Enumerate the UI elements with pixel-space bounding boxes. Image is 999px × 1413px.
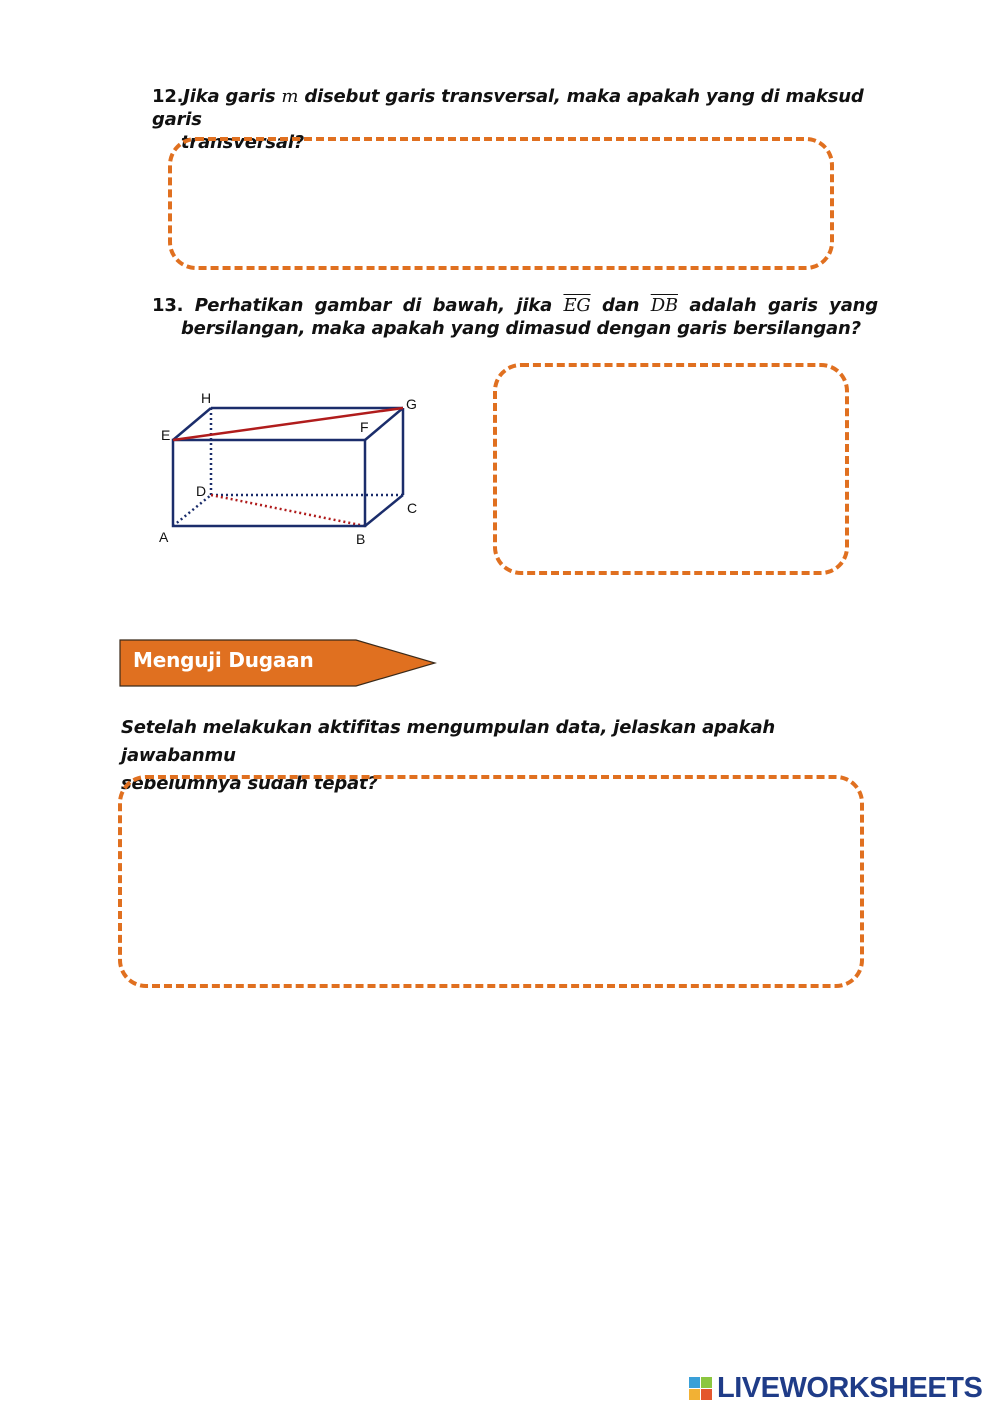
logo-text: LIVEWORKSHEETS bbox=[717, 1372, 983, 1404]
question-13 bbox=[152, 294, 878, 340]
question-13-text-c: adalah garis yang bbox=[677, 295, 878, 316]
question-12-line-1 bbox=[152, 85, 878, 131]
segment-db: $\overline{DB}$ bbox=[650, 295, 678, 316]
answer-box-13[interactable] bbox=[493, 363, 849, 575]
question-13-line-2: bersilangan, maka apakah yang dimasud dengan garis bersilangan? bbox=[181, 318, 861, 339]
question-12-text-b: disebut garis transversal, maka apakah yang di maksud garis bbox=[152, 86, 864, 130]
vertex-label-c: C bbox=[407, 500, 418, 516]
edge-ad bbox=[173, 495, 211, 526]
closing-question-line-1: Setelah melakukan aktifitas mengumpulan data, jelaskan apakah jawabanmu bbox=[121, 717, 776, 766]
variable-m: m bbox=[281, 86, 299, 107]
question-12-text-a: Jika garis bbox=[183, 86, 282, 107]
edge-bc bbox=[365, 495, 403, 526]
section-banner bbox=[119, 639, 437, 688]
answer-box-12[interactable] bbox=[168, 137, 834, 270]
vertex-label-e: E bbox=[161, 427, 171, 443]
vertex-label-f: F bbox=[360, 419, 369, 435]
question-13-number: 13. bbox=[152, 295, 184, 316]
vertex-label-d: D bbox=[196, 483, 207, 499]
question-13-text-b: dan bbox=[590, 295, 651, 316]
question-13-text-a: Perhatikan gambar di bawah, jika bbox=[194, 295, 564, 316]
question-13-line-1 bbox=[152, 294, 878, 317]
segment-eg: $\overline{EG}$ bbox=[563, 295, 591, 316]
cuboid-figure bbox=[150, 385, 440, 564]
vertex-label-g: G bbox=[406, 396, 417, 412]
vertex-label-a: A bbox=[159, 529, 169, 545]
vertex-label-b: B bbox=[356, 531, 366, 547]
question-12-number: 12. bbox=[152, 86, 184, 107]
answer-box-closing[interactable] bbox=[118, 775, 864, 988]
question-12-line-2: transversal? bbox=[181, 132, 305, 153]
section-title: Menguji Dugaan bbox=[133, 648, 314, 672]
skew-line-db bbox=[211, 495, 365, 526]
vertex-label-h: H bbox=[201, 390, 212, 406]
logo-grid-icon bbox=[689, 1377, 713, 1401]
closing-question-line-2: sebelumnya sudah tepat? bbox=[121, 773, 378, 794]
cuboid-diagram bbox=[150, 385, 440, 560]
